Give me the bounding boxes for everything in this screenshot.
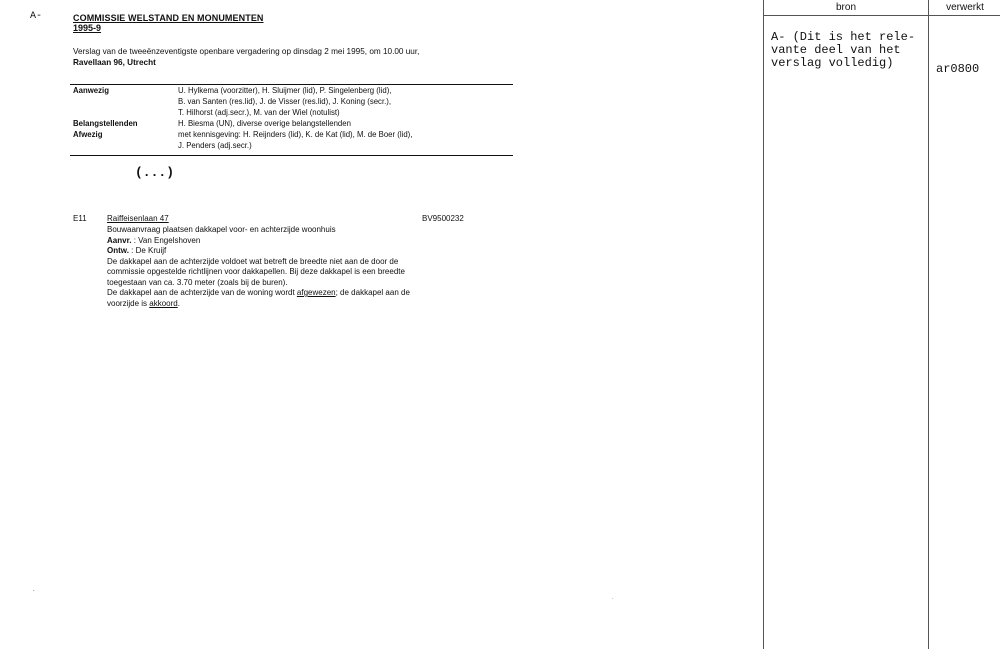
interested-label: Belangstellenden <box>73 119 138 128</box>
rejected-word: afgewezen <box>296 288 336 297</box>
absent-line: met kennisgeving: H. Reijnders (lid), K. de Kat (lid), M. de Boer (lid), <box>178 130 413 139</box>
item-decision <box>107 288 527 299</box>
applicant-label: Aanvr. <box>107 235 132 245</box>
item-designer <box>107 246 527 257</box>
item-text: commissie opgestelde richtlijnen voor dakkapellen. Bij deze dakkapel is een breedte <box>107 267 405 276</box>
item-address: Raiffeisenlaan 47 <box>107 214 169 223</box>
document-title: COMMISSIE WELSTAND EN MONUMENTEN <box>73 13 264 23</box>
designer-value: : De Kruijf <box>131 246 167 255</box>
scan-speck: . <box>612 595 614 601</box>
present-line: U. Hylkema (voorzitter), H. Sluijmer (lid), P. Singelenberg (lid), <box>178 86 392 95</box>
intro-line-2: Ravellaan 96, Utrecht <box>73 58 156 67</box>
decision-text: ; de dakkapel aan de <box>335 288 410 297</box>
document-number: 1995-9 <box>73 23 102 33</box>
processed-code: ar0800 <box>936 62 980 76</box>
present-line: B. van Santen (res.lid), J. de Visser (res.lid), J. Koning (secr.), <box>178 97 392 106</box>
divider-top <box>70 84 513 85</box>
item-body <box>107 225 527 309</box>
decision-text: voorzijde is <box>107 298 150 308</box>
omission-marker: (...) <box>135 165 175 180</box>
present-label: Aanwezig <box>73 86 109 95</box>
divider-bottom <box>70 155 513 156</box>
sidebar-header <box>764 0 1000 16</box>
source-sidebar <box>763 0 1000 649</box>
applicant-value: : Van Engelshoven <box>133 235 201 245</box>
intro-line-1: Verslag van de tweeënzeventigste openbare vergadering op dinsdag 2 mei 1995, om 10.00 uur, <box>73 47 420 56</box>
decision-text: De dakkapel aan de achterzijde van de woning wordt <box>107 288 297 297</box>
header-verwerkt: verwerkt <box>946 2 984 13</box>
item-text: De dakkapel aan de achterzijde voldoet wat betreft de breedte niet aan de door de <box>107 256 399 266</box>
item-text: toegestaan van ca. 3.70 meter (zoals bij de buren). <box>107 277 288 287</box>
source-note: A- (Dit is het rele- vante deel van het verslag volledig) <box>771 30 916 70</box>
header-bron: bron <box>835 2 856 13</box>
approved-word: akkoord <box>149 298 178 308</box>
intro <box>73 46 533 68</box>
absent-line: J. Penders (adj.secr.) <box>178 141 252 150</box>
item-decision <box>107 299 527 310</box>
absent-label: Afwezig <box>73 130 103 139</box>
item-applicant <box>107 236 527 247</box>
item-request: Bouwaanvraag plaatsen dakkapel voor- en achterzijde woonhuis <box>107 225 336 234</box>
item-reference: BV9500232 <box>422 214 464 223</box>
designer-label: Ontw. <box>107 246 129 255</box>
scan-speck: . <box>33 587 35 593</box>
column-divider <box>928 0 929 649</box>
interested-line: H. Biesma (UN), diverse overige belangstellenden <box>178 119 351 128</box>
decision-text: . <box>177 298 180 308</box>
item-code: E11 <box>73 214 87 223</box>
margin-mark: A- <box>30 11 43 22</box>
present-line: T. Hilhorst (adj.secr.), M. van der Wiel (notulist) <box>178 108 340 117</box>
